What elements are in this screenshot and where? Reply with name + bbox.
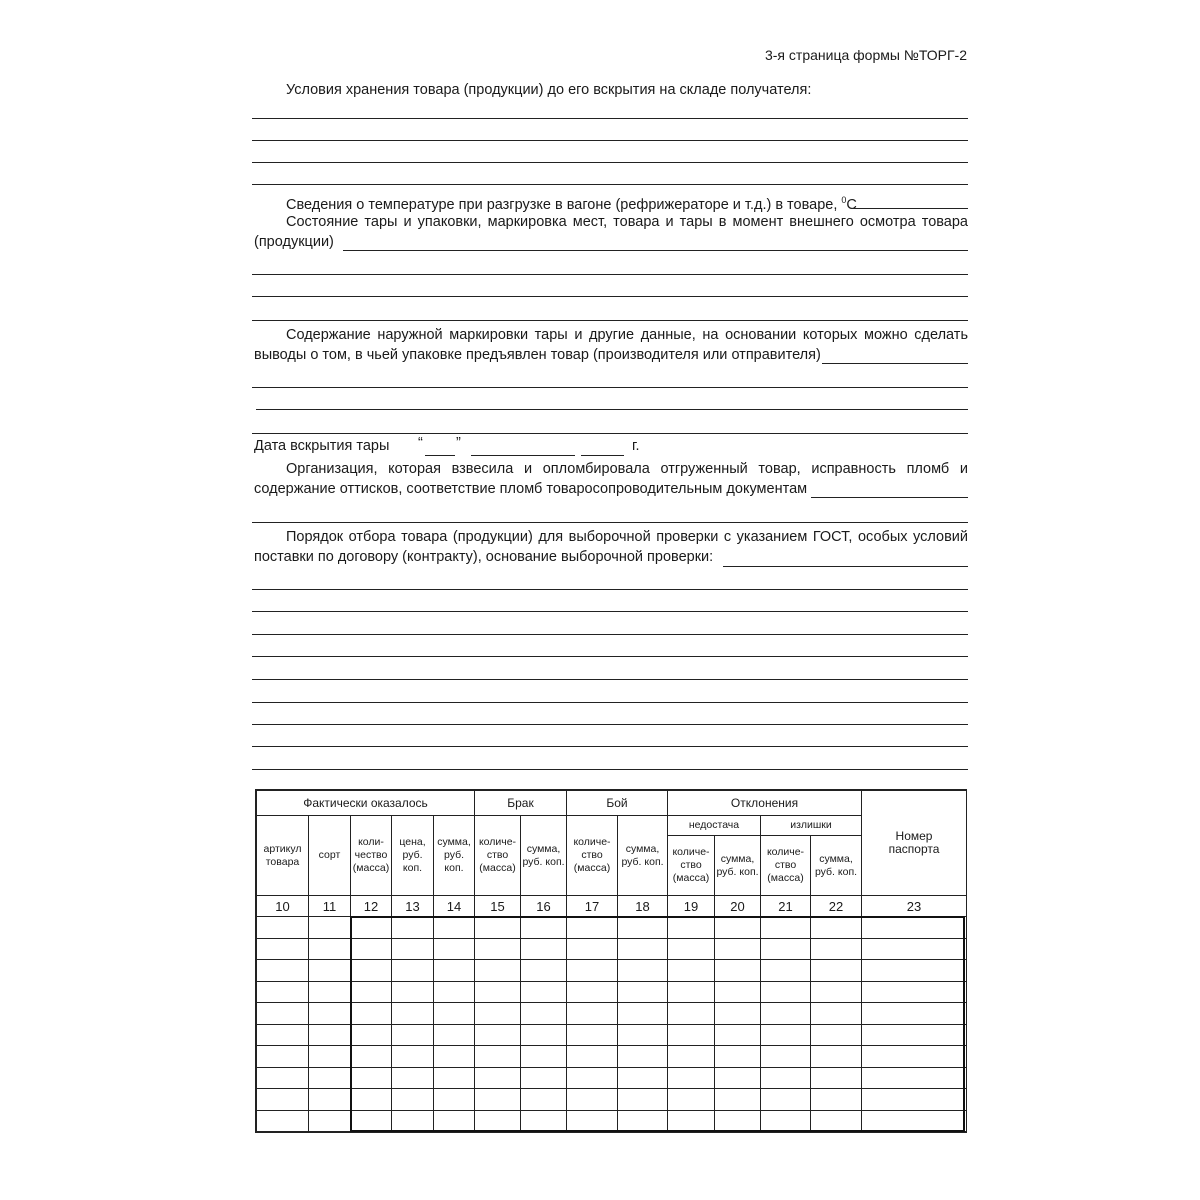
col-22-header: сумма, руб. коп. [811, 836, 862, 896]
table-cell[interactable] [811, 1110, 862, 1132]
year-suffix: г. [632, 438, 640, 454]
sampling-field[interactable] [723, 566, 968, 567]
table-cell[interactable] [309, 1046, 351, 1068]
table-cell[interactable] [811, 938, 862, 960]
marking-line-4[interactable] [252, 433, 968, 434]
table-cell[interactable] [475, 1110, 521, 1132]
table-cell[interactable] [475, 1024, 521, 1046]
table-cell[interactable] [392, 938, 434, 960]
table-cell[interactable] [309, 960, 351, 982]
table-cell[interactable] [521, 1046, 567, 1068]
table-cell[interactable] [761, 1003, 811, 1025]
table-cell[interactable] [811, 917, 862, 939]
table-cell[interactable] [521, 1110, 567, 1132]
table-cell[interactable] [715, 1024, 761, 1046]
table-cell[interactable] [351, 960, 392, 982]
sampling-line-8[interactable] [252, 724, 968, 725]
table-body [257, 917, 967, 1132]
sampling-line-7[interactable] [252, 702, 968, 703]
table-cell[interactable] [862, 917, 967, 939]
table-row [257, 1089, 967, 1111]
col-number: 10 [257, 896, 309, 917]
col-12-header: коли-чество (масса) [351, 816, 392, 896]
container-state-field[interactable] [343, 250, 968, 251]
table-cell[interactable] [862, 1046, 967, 1068]
table-cell[interactable] [567, 981, 618, 1003]
col-number: 14 [434, 896, 475, 917]
table-cell[interactable] [434, 1024, 475, 1046]
table-cell[interactable] [257, 1046, 309, 1068]
table-cell[interactable] [761, 1046, 811, 1068]
table-cell[interactable] [618, 981, 668, 1003]
table-cell[interactable] [618, 1046, 668, 1068]
table-cell[interactable] [309, 1067, 351, 1089]
table-row [257, 938, 967, 960]
temperature-field[interactable] [853, 208, 968, 209]
table-cell[interactable] [351, 1110, 392, 1132]
table-cell[interactable] [618, 917, 668, 939]
table-cell[interactable] [392, 1003, 434, 1025]
table-cell[interactable] [475, 1003, 521, 1025]
table-cell[interactable] [257, 1024, 309, 1046]
container-state-line2: (продукции) [254, 234, 334, 250]
col-21-header: количе-ство (масса) [761, 836, 811, 896]
open-quote: “ [418, 435, 423, 451]
table-cell[interactable] [811, 960, 862, 982]
table-cell[interactable] [567, 938, 618, 960]
table-cell[interactable] [257, 1089, 309, 1111]
col-number: 18 [618, 896, 668, 917]
table-cell[interactable] [309, 917, 351, 939]
table-row [257, 1067, 967, 1089]
table-cell[interactable] [392, 1089, 434, 1111]
opening-date-label: Дата вскрытия тары [254, 438, 390, 454]
table-cell[interactable] [618, 1003, 668, 1025]
table-cell[interactable] [434, 1067, 475, 1089]
col-number: 21 [761, 896, 811, 917]
col-13-header: цена, руб. коп. [392, 816, 434, 896]
col-19-header: количе-ство (масса) [668, 836, 715, 896]
table-cell[interactable] [811, 1003, 862, 1025]
col-number: 23 [862, 896, 967, 917]
table-cell[interactable] [862, 960, 967, 982]
opening-month-field[interactable] [471, 455, 575, 456]
table-cell[interactable] [567, 1067, 618, 1089]
table-cell[interactable] [715, 1089, 761, 1111]
table-cell[interactable] [811, 1046, 862, 1068]
table-cell[interactable] [715, 960, 761, 982]
table-cell[interactable] [618, 1110, 668, 1132]
table-cell[interactable] [257, 981, 309, 1003]
group-passport: Номер паспорта [862, 791, 967, 896]
table-cell[interactable] [668, 981, 715, 1003]
table-cell[interactable] [567, 1110, 618, 1132]
sampling-line2: поставки по договору (контракту), основание выборочной проверки: [254, 549, 714, 565]
col-11-header: сорт [309, 816, 351, 896]
table-cell[interactable] [668, 1067, 715, 1089]
col-number: 17 [567, 896, 618, 917]
table-cell[interactable] [392, 1046, 434, 1068]
table-cell[interactable] [618, 1067, 668, 1089]
col-number: 22 [811, 896, 862, 917]
group-surplus: излишки [761, 816, 862, 836]
table-cell[interactable] [309, 938, 351, 960]
opening-day-field[interactable] [425, 455, 455, 456]
table-cell[interactable] [309, 981, 351, 1003]
column-numbers-row [257, 896, 967, 917]
container-state-line-2[interactable] [252, 274, 968, 275]
col-number: 20 [715, 896, 761, 917]
table-cell[interactable] [811, 981, 862, 1003]
temperature-label: Сведения о температуре при разгрузке в вагоне (рефрижераторе и т.д.) в товаре, $^0$С [286, 195, 857, 213]
table-cell[interactable] [618, 1024, 668, 1046]
table-cell[interactable] [862, 1067, 967, 1089]
table-cell[interactable] [475, 1067, 521, 1089]
table-cell[interactable] [392, 1024, 434, 1046]
table-cell[interactable] [351, 981, 392, 1003]
table-cell[interactable] [434, 981, 475, 1003]
table-cell[interactable] [862, 981, 967, 1003]
col-16-header: сумма, руб. коп. [521, 816, 567, 896]
table-cell[interactable] [351, 1089, 392, 1111]
table-cell[interactable] [392, 1067, 434, 1089]
table-row [257, 1024, 967, 1046]
table-cell[interactable] [434, 1046, 475, 1068]
table-cell[interactable] [351, 1046, 392, 1068]
table-cell[interactable] [309, 1003, 351, 1025]
table-cell[interactable] [862, 1110, 967, 1132]
organization-line-2[interactable] [252, 522, 968, 523]
col-number: 15 [475, 896, 521, 917]
col-10-header: артикул товара [257, 816, 309, 896]
col-18-header: сумма, руб. коп. [618, 816, 668, 896]
table-cell[interactable] [668, 960, 715, 982]
group-deviations: Отклонения [668, 791, 862, 816]
table-row [257, 1046, 967, 1068]
table-cell[interactable] [811, 1089, 862, 1111]
container-state-line1: Состояние тары и упаковки, маркировка мест, товара и тары в момент внешнего осмотра товара [286, 214, 968, 230]
table-cell[interactable] [668, 1110, 715, 1132]
table-cell[interactable] [257, 1110, 309, 1132]
storage-line-4[interactable] [252, 184, 968, 185]
table-cell[interactable] [434, 960, 475, 982]
table-row [257, 917, 967, 939]
table-cell[interactable] [715, 981, 761, 1003]
table-cell[interactable] [475, 1046, 521, 1068]
table-cell[interactable] [668, 1046, 715, 1068]
table-cell[interactable] [567, 1046, 618, 1068]
table-cell[interactable] [618, 938, 668, 960]
table-cell[interactable] [761, 1024, 811, 1046]
table-cell[interactable] [761, 1089, 811, 1111]
marking-line-3[interactable] [256, 409, 968, 410]
table-cell[interactable] [392, 960, 434, 982]
storage-line-2[interactable] [252, 140, 968, 141]
group-defect: Брак [475, 791, 567, 816]
storage-line-1[interactable] [252, 118, 968, 119]
table-cell[interactable] [862, 1003, 967, 1025]
table-cell[interactable] [715, 938, 761, 960]
table-cell[interactable] [862, 1024, 967, 1046]
table-cell[interactable] [811, 1067, 862, 1089]
table-cell[interactable] [434, 938, 475, 960]
col-14-header: сумма, руб. коп. [434, 816, 475, 896]
table-row [257, 981, 967, 1003]
table-cell[interactable] [567, 1089, 618, 1111]
marking-field[interactable] [822, 363, 968, 364]
table-cell[interactable] [257, 1003, 309, 1025]
sampling-line-2[interactable] [252, 589, 968, 590]
close-quote: ” [456, 435, 461, 451]
marking-line-2[interactable] [252, 387, 968, 388]
table-cell[interactable] [761, 981, 811, 1003]
table-cell[interactable] [392, 981, 434, 1003]
table-cell[interactable] [521, 981, 567, 1003]
table-cell[interactable] [475, 917, 521, 939]
sampling-line-10[interactable] [252, 769, 968, 770]
group-breakage: Бой [567, 791, 668, 816]
table-cell[interactable] [715, 1003, 761, 1025]
col-number: 16 [521, 896, 567, 917]
sampling-line-4[interactable] [252, 634, 968, 635]
col-number: 11 [309, 896, 351, 917]
table-row [257, 960, 967, 982]
table-cell[interactable] [761, 960, 811, 982]
table-cell[interactable] [567, 1003, 618, 1025]
table-cell[interactable] [521, 938, 567, 960]
table-cell[interactable] [309, 1089, 351, 1111]
table-cell[interactable] [715, 1067, 761, 1089]
celsius-unit: С [846, 196, 857, 213]
table-cell[interactable] [668, 1024, 715, 1046]
table-cell[interactable] [761, 917, 811, 939]
table-cell[interactable] [521, 960, 567, 982]
table-cell[interactable] [392, 917, 434, 939]
table-cell[interactable] [618, 1089, 668, 1111]
table-cell[interactable] [668, 1089, 715, 1111]
col-number: 13 [392, 896, 434, 917]
table-row [257, 1110, 967, 1132]
table-cell[interactable] [257, 960, 309, 982]
sampling-line-6[interactable] [252, 679, 968, 680]
table-cell[interactable] [761, 1067, 811, 1089]
table-cell[interactable] [521, 1067, 567, 1089]
table-cell[interactable] [434, 1110, 475, 1132]
col-20-header: сумма, руб. коп. [715, 836, 761, 896]
table-cell[interactable] [715, 1110, 761, 1132]
table-cell[interactable] [351, 1003, 392, 1025]
table-cell[interactable] [309, 1024, 351, 1046]
table-cell[interactable] [668, 938, 715, 960]
table-cell[interactable] [351, 917, 392, 939]
sampling-line-9[interactable] [252, 746, 968, 747]
table-cell[interactable] [715, 917, 761, 939]
marking-line1: Содержание наружной маркировки тары и другие данные, на основании которых можно сделать [286, 327, 968, 343]
table-cell[interactable] [862, 938, 967, 960]
organization-line1: Организация, которая взвесила и опломбировала отгруженный товар, исправность пломб и [286, 461, 968, 477]
inspection-table [256, 790, 967, 1132]
group-shortage: недостача [668, 816, 761, 836]
table-cell[interactable] [521, 1003, 567, 1025]
col-17-header: количе-ство (масса) [567, 816, 618, 896]
table-cell[interactable] [475, 1089, 521, 1111]
table-cell[interactable] [475, 960, 521, 982]
col-15-header: количе-ство (масса) [475, 816, 521, 896]
marking-line2: выводы о том, в чьей упаковке предъявлен товар (производителя или отправителя) [254, 347, 821, 363]
table-cell[interactable] [521, 1089, 567, 1111]
table-row [257, 1003, 967, 1025]
storage-conditions-label: Условия хранения товара (продукции) до его вскрытия на складе получателя: [286, 82, 812, 98]
storage-line-3[interactable] [252, 162, 968, 163]
table-cell[interactable] [521, 1024, 567, 1046]
table-cell[interactable] [257, 938, 309, 960]
table-cell[interactable] [257, 1067, 309, 1089]
table-cell[interactable] [567, 1024, 618, 1046]
table-cell[interactable] [618, 960, 668, 982]
table-cell[interactable] [668, 1003, 715, 1025]
sampling-line-5[interactable] [252, 656, 968, 657]
table-cell[interactable] [668, 917, 715, 939]
table-cell[interactable] [521, 917, 567, 939]
table-cell[interactable] [567, 960, 618, 982]
table-cell[interactable] [761, 1110, 811, 1132]
col-number: 12 [351, 896, 392, 917]
sampling-line1: Порядок отбора товара (продукции) для выборочной проверки с указанием ГОСТ, особых условий [286, 529, 968, 545]
table-cell[interactable] [567, 917, 618, 939]
table-cell[interactable] [475, 938, 521, 960]
table-cell[interactable] [475, 981, 521, 1003]
table-cell[interactable] [309, 1110, 351, 1132]
container-state-line-4[interactable] [252, 320, 968, 321]
opening-year-field[interactable] [581, 455, 624, 456]
degree-sup: 0 [841, 195, 847, 205]
col-number: 19 [668, 896, 715, 917]
table-cell[interactable] [351, 938, 392, 960]
table-cell[interactable] [434, 1089, 475, 1111]
form-page-note: 3-я страница формы №ТОРГ-2 [764, 47, 967, 63]
group-actual: Фактически оказалось [257, 791, 475, 816]
table-cell[interactable] [351, 1067, 392, 1089]
organization-line2: содержание оттисков, соответствие пломб товаросопроводительным документам [254, 481, 808, 497]
table-cell[interactable] [862, 1089, 967, 1111]
table-cell[interactable] [434, 917, 475, 939]
container-state-line-3[interactable] [252, 296, 968, 297]
table-cell[interactable] [434, 1003, 475, 1025]
table-cell[interactable] [351, 1024, 392, 1046]
table-cell[interactable] [715, 1046, 761, 1068]
table-cell[interactable] [761, 938, 811, 960]
organization-field[interactable] [811, 497, 968, 498]
table-cell[interactable] [811, 1024, 862, 1046]
table-cell[interactable] [257, 917, 309, 939]
sampling-line-3[interactable] [252, 611, 968, 612]
table-cell[interactable] [392, 1110, 434, 1132]
